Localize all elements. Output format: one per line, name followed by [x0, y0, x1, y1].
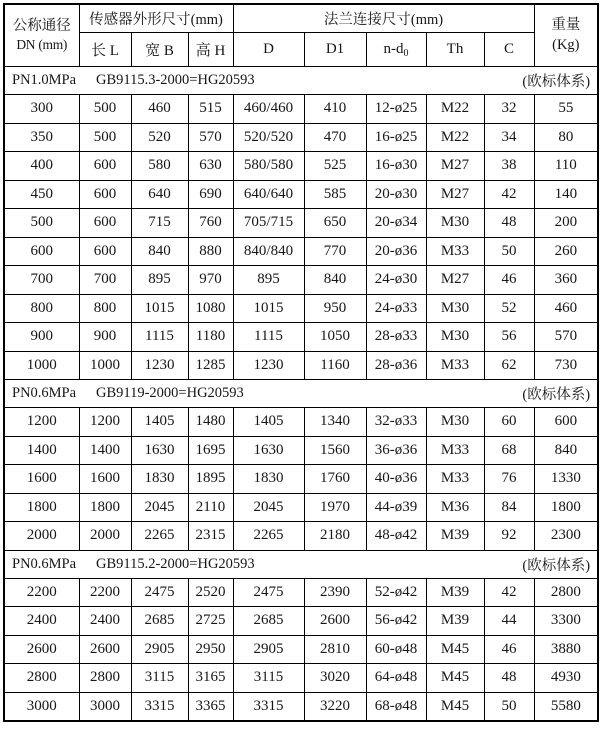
- cell-n-d0: 60-ø48: [366, 635, 426, 664]
- cell-dn: 1200: [4, 408, 79, 437]
- cell-n-d0: 16-ø30: [366, 152, 426, 181]
- cell-d: 520/520: [233, 123, 304, 152]
- table-row: [4, 237, 598, 266]
- cell-c: 34: [484, 123, 534, 152]
- cell-length-l: 2200: [79, 578, 131, 607]
- cell-n-d0: 32-ø33: [366, 408, 426, 437]
- cell-n-d0: 28-ø33: [366, 323, 426, 352]
- cell-width-b: 640: [131, 180, 188, 209]
- table-row: [4, 266, 598, 295]
- cell-width-b: 2905: [131, 635, 188, 664]
- cell-width-b: 2685: [131, 607, 188, 636]
- cell-th: M45: [426, 664, 484, 693]
- table-row: [4, 578, 598, 607]
- table-row: [4, 607, 598, 636]
- cell-height-h: 2520: [188, 578, 233, 607]
- cell-weight: 570: [534, 323, 598, 352]
- table-row: [4, 493, 598, 522]
- cell-height-h: 1480: [188, 408, 233, 437]
- cell-d1: 2390: [304, 578, 366, 607]
- header-nominal-diameter-line1: 公称通径: [12, 17, 71, 34]
- header-weight: [534, 4, 598, 67]
- table-row: [4, 95, 598, 124]
- cell-th: M22: [426, 123, 484, 152]
- cell-th: M30: [426, 408, 484, 437]
- cell-d1: 2810: [304, 635, 366, 664]
- cell-d: 2045: [233, 493, 304, 522]
- section-note-label: (欧标体系): [522, 74, 591, 90]
- cell-length-l: 600: [79, 152, 131, 181]
- cell-d1: 1050: [304, 323, 366, 352]
- cell-n-d0: 52-ø42: [366, 578, 426, 607]
- header-sensor-dimensions-group: 传感器外形尺寸(mm): [79, 4, 233, 33]
- cell-d1: 950: [304, 294, 366, 323]
- cell-weight: 2300: [534, 522, 598, 551]
- cell-n-d0: 64-ø48: [366, 664, 426, 693]
- cell-n-d0: 20-ø36: [366, 237, 426, 266]
- section-row: [4, 550, 598, 578]
- cell-weight: 260: [534, 237, 598, 266]
- cell-weight: 2800: [534, 578, 598, 607]
- cell-d: 1630: [233, 436, 304, 465]
- cell-n-d0: 12-ø25: [366, 95, 426, 124]
- cell-length-l: 2000: [79, 522, 131, 551]
- cell-th: M30: [426, 294, 484, 323]
- table-row: [4, 152, 598, 181]
- cell-dn: 450: [4, 180, 79, 209]
- section-inner: [5, 383, 597, 404]
- cell-n-d0: 20-ø30: [366, 180, 426, 209]
- cell-dn: 2600: [4, 635, 79, 664]
- cell-dn: 1000: [4, 351, 79, 380]
- cell-d1: 1970: [304, 493, 366, 522]
- cell-height-h: 2315: [188, 522, 233, 551]
- cell-th: M27: [426, 266, 484, 295]
- cell-c: 46: [484, 635, 534, 664]
- cell-dn: 3000: [4, 692, 79, 721]
- cell-width-b: 520: [131, 123, 188, 152]
- cell-width-b: 2265: [131, 522, 188, 551]
- cell-th: M39: [426, 522, 484, 551]
- cell-c: 50: [484, 237, 534, 266]
- cell-d1: 3220: [304, 692, 366, 721]
- header-d: D: [233, 33, 304, 67]
- cell-dn: 700: [4, 266, 79, 295]
- section-pressure-label: PN0.6MPa: [12, 385, 77, 401]
- cell-weight: 460: [534, 294, 598, 323]
- cell-weight: 4930: [534, 664, 598, 693]
- cell-c: 32: [484, 95, 534, 124]
- cell-width-b: 3115: [131, 664, 188, 693]
- cell-width-b: 1230: [131, 351, 188, 380]
- header-c: C: [484, 33, 534, 67]
- cell-d: 2475: [233, 578, 304, 607]
- cell-th: M27: [426, 152, 484, 181]
- cell-height-h: 2110: [188, 493, 233, 522]
- cell-width-b: 460: [131, 95, 188, 124]
- header-weight-line2: (Kg): [552, 36, 580, 53]
- cell-n-d0: 24-ø33: [366, 294, 426, 323]
- cell-height-h: 3165: [188, 664, 233, 693]
- cell-length-l: 600: [79, 237, 131, 266]
- cell-th: M33: [426, 465, 484, 494]
- cell-length-l: 1400: [79, 436, 131, 465]
- header-flange-connection-group: 法兰连接尺寸(mm): [233, 4, 534, 33]
- cell-d1: 1560: [304, 436, 366, 465]
- cell-height-h: 1180: [188, 323, 233, 352]
- header-length-l: 长 L: [79, 33, 131, 67]
- cell-width-b: 895: [131, 266, 188, 295]
- table-row: [4, 436, 598, 465]
- cell-d: 2905: [233, 635, 304, 664]
- cell-d: 1015: [233, 294, 304, 323]
- cell-d: 2685: [233, 607, 304, 636]
- cell-width-b: 1630: [131, 436, 188, 465]
- section-standard-label: GB9115.2-2000=HG20593: [96, 555, 255, 572]
- cell-length-l: 800: [79, 294, 131, 323]
- cell-c: 48: [484, 209, 534, 238]
- header-n-d0-prefix: n-d: [383, 41, 404, 57]
- section-note-label: (欧标体系): [522, 387, 591, 403]
- section-inner: [5, 70, 597, 91]
- cell-height-h: 570: [188, 123, 233, 152]
- cell-d: 580/580: [233, 152, 304, 181]
- cell-n-d0: 24-ø30: [366, 266, 426, 295]
- section-standard-label: GB9119-2000=HG20593: [96, 385, 244, 401]
- cell-dn: 800: [4, 294, 79, 323]
- cell-height-h: 690: [188, 180, 233, 209]
- cell-n-d0: 48-ø42: [366, 522, 426, 551]
- cell-length-l: 500: [79, 123, 131, 152]
- cell-length-l: 2800: [79, 664, 131, 693]
- cell-dn: 2200: [4, 578, 79, 607]
- table-row: [4, 692, 598, 721]
- cell-d: 1405: [233, 408, 304, 437]
- cell-d1: 410: [304, 95, 366, 124]
- cell-weight: 5580: [534, 692, 598, 721]
- section-inner: [5, 554, 597, 575]
- table-row: [4, 351, 598, 380]
- cell-length-l: 2600: [79, 635, 131, 664]
- cell-dn: 1600: [4, 465, 79, 494]
- cell-weight: 1800: [534, 493, 598, 522]
- cell-width-b: 580: [131, 152, 188, 181]
- cell-weight: 55: [534, 95, 598, 124]
- cell-d1: 1160: [304, 351, 366, 380]
- cell-th: M22: [426, 95, 484, 124]
- cell-d: 705/715: [233, 209, 304, 238]
- cell-d: 895: [233, 266, 304, 295]
- section-cell: [4, 67, 598, 95]
- section-cell: [4, 380, 598, 408]
- cell-height-h: 515: [188, 95, 233, 124]
- cell-d: 840/840: [233, 237, 304, 266]
- table-row: [4, 465, 598, 494]
- cell-d1: 770: [304, 237, 366, 266]
- cell-d1: 585: [304, 180, 366, 209]
- section-pressure-label: PN0.6MPa: [12, 555, 77, 572]
- table-row: [4, 323, 598, 352]
- cell-c: 60: [484, 408, 534, 437]
- cell-n-d0: 44-ø39: [366, 493, 426, 522]
- table-row: [4, 664, 598, 693]
- cell-c: 92: [484, 522, 534, 551]
- header-d1: D1: [304, 33, 366, 67]
- cell-c: 62: [484, 351, 534, 380]
- header-nominal-diameter-line2: DN (mm): [16, 37, 68, 53]
- cell-th: M36: [426, 493, 484, 522]
- cell-dn: 2800: [4, 664, 79, 693]
- cell-th: M30: [426, 209, 484, 238]
- cell-height-h: 970: [188, 266, 233, 295]
- cell-th: M45: [426, 635, 484, 664]
- cell-dn: 400: [4, 152, 79, 181]
- cell-th: M33: [426, 436, 484, 465]
- cell-dn: 500: [4, 209, 79, 238]
- cell-height-h: 1695: [188, 436, 233, 465]
- cell-th: M39: [426, 607, 484, 636]
- table-row: [4, 294, 598, 323]
- cell-weight: 80: [534, 123, 598, 152]
- cell-n-d0: 16-ø25: [366, 123, 426, 152]
- cell-d1: 2600: [304, 607, 366, 636]
- cell-dn: 1400: [4, 436, 79, 465]
- cell-weight: 200: [534, 209, 598, 238]
- table-row: [4, 522, 598, 551]
- table-body: [4, 67, 598, 722]
- cell-weight: 730: [534, 351, 598, 380]
- cell-length-l: 900: [79, 323, 131, 352]
- cell-d: 3315: [233, 692, 304, 721]
- cell-n-d0: 68-ø48: [366, 692, 426, 721]
- cell-th: M27: [426, 180, 484, 209]
- cell-weight: 3880: [534, 635, 598, 664]
- cell-width-b: 715: [131, 209, 188, 238]
- cell-length-l: 1800: [79, 493, 131, 522]
- table-header: [4, 4, 598, 67]
- cell-th: M33: [426, 351, 484, 380]
- cell-length-l: 700: [79, 266, 131, 295]
- cell-n-d0: 36-ø36: [366, 436, 426, 465]
- cell-height-h: 1285: [188, 351, 233, 380]
- cell-weight: 1330: [534, 465, 598, 494]
- cell-d1: 1340: [304, 408, 366, 437]
- cell-dn: 300: [4, 95, 79, 124]
- table-row: [4, 408, 598, 437]
- header-nominal-diameter: [4, 4, 79, 67]
- cell-d1: 2180: [304, 522, 366, 551]
- cell-d1: 1760: [304, 465, 366, 494]
- cell-height-h: 3365: [188, 692, 233, 721]
- cell-width-b: 2475: [131, 578, 188, 607]
- header-height-h: 高 H: [188, 33, 233, 67]
- cell-width-b: 3315: [131, 692, 188, 721]
- table-row: [4, 209, 598, 238]
- cell-c: 56: [484, 323, 534, 352]
- cell-d: 1115: [233, 323, 304, 352]
- cell-d: 460/460: [233, 95, 304, 124]
- cell-n-d0: 28-ø36: [366, 351, 426, 380]
- header-row-groups: [4, 4, 598, 33]
- cell-c: 84: [484, 493, 534, 522]
- header-weight-line1: 重量: [551, 16, 581, 33]
- cell-d1: 840: [304, 266, 366, 295]
- cell-dn: 900: [4, 323, 79, 352]
- cell-dn: 600: [4, 237, 79, 266]
- cell-c: 48: [484, 664, 534, 693]
- cell-d: 640/640: [233, 180, 304, 209]
- cell-height-h: 880: [188, 237, 233, 266]
- cell-width-b: 2045: [131, 493, 188, 522]
- cell-height-h: 1080: [188, 294, 233, 323]
- cell-c: 52: [484, 294, 534, 323]
- cell-length-l: 1000: [79, 351, 131, 380]
- cell-d: 1830: [233, 465, 304, 494]
- table-row: [4, 180, 598, 209]
- cell-dn: 1800: [4, 493, 79, 522]
- cell-d1: 650: [304, 209, 366, 238]
- cell-width-b: 1115: [131, 323, 188, 352]
- cell-d: 1230: [233, 351, 304, 380]
- section-note-label: (欧标体系): [522, 557, 591, 574]
- cell-dn: 2000: [4, 522, 79, 551]
- section-row: [4, 380, 598, 408]
- header-width-b: 宽 B: [131, 33, 188, 67]
- cell-height-h: 2950: [188, 635, 233, 664]
- header-row-columns: [4, 33, 598, 67]
- spec-table: [3, 3, 599, 722]
- cell-width-b: 840: [131, 237, 188, 266]
- cell-length-l: 1200: [79, 408, 131, 437]
- cell-th: M30: [426, 323, 484, 352]
- cell-width-b: 1830: [131, 465, 188, 494]
- header-n-d0: [366, 33, 426, 67]
- cell-width-b: 1015: [131, 294, 188, 323]
- cell-weight: 600: [534, 408, 598, 437]
- cell-dn: 2400: [4, 607, 79, 636]
- cell-n-d0: 56-ø42: [366, 607, 426, 636]
- cell-length-l: 3000: [79, 692, 131, 721]
- cell-height-h: 630: [188, 152, 233, 181]
- table-row: [4, 635, 598, 664]
- cell-c: 76: [484, 465, 534, 494]
- section-row: [4, 67, 598, 95]
- cell-d1: 470: [304, 123, 366, 152]
- cell-n-d0: 20-ø34: [366, 209, 426, 238]
- cell-c: 38: [484, 152, 534, 181]
- cell-height-h: 2725: [188, 607, 233, 636]
- cell-weight: 140: [534, 180, 598, 209]
- cell-height-h: 1895: [188, 465, 233, 494]
- cell-n-d0: 40-ø36: [366, 465, 426, 494]
- cell-th: M33: [426, 237, 484, 266]
- header-th: Th: [426, 33, 484, 67]
- cell-weight: 840: [534, 436, 598, 465]
- cell-c: 44: [484, 607, 534, 636]
- cell-c: 42: [484, 578, 534, 607]
- cell-c: 50: [484, 692, 534, 721]
- cell-c: 68: [484, 436, 534, 465]
- cell-width-b: 1405: [131, 408, 188, 437]
- section-cell: [4, 550, 598, 578]
- section-standard-label: GB9115.3-2000=HG20593: [96, 72, 255, 88]
- cell-dn: 350: [4, 123, 79, 152]
- cell-d1: 3020: [304, 664, 366, 693]
- cell-length-l: 600: [79, 209, 131, 238]
- cell-d: 3115: [233, 664, 304, 693]
- header-n-d0-subscript: 0: [403, 48, 409, 59]
- cell-length-l: 600: [79, 180, 131, 209]
- cell-length-l: 2400: [79, 607, 131, 636]
- cell-weight: 360: [534, 266, 598, 295]
- cell-th: M39: [426, 578, 484, 607]
- section-pressure-label: PN1.0MPa: [12, 72, 77, 88]
- cell-length-l: 500: [79, 95, 131, 124]
- cell-weight: 3300: [534, 607, 598, 636]
- cell-weight: 110: [534, 152, 598, 181]
- cell-th: M45: [426, 692, 484, 721]
- cell-c: 42: [484, 180, 534, 209]
- cell-length-l: 1600: [79, 465, 131, 494]
- cell-d: 2265: [233, 522, 304, 551]
- cell-d1: 525: [304, 152, 366, 181]
- cell-c: 46: [484, 266, 534, 295]
- cell-height-h: 760: [188, 209, 233, 238]
- table-row: [4, 123, 598, 152]
